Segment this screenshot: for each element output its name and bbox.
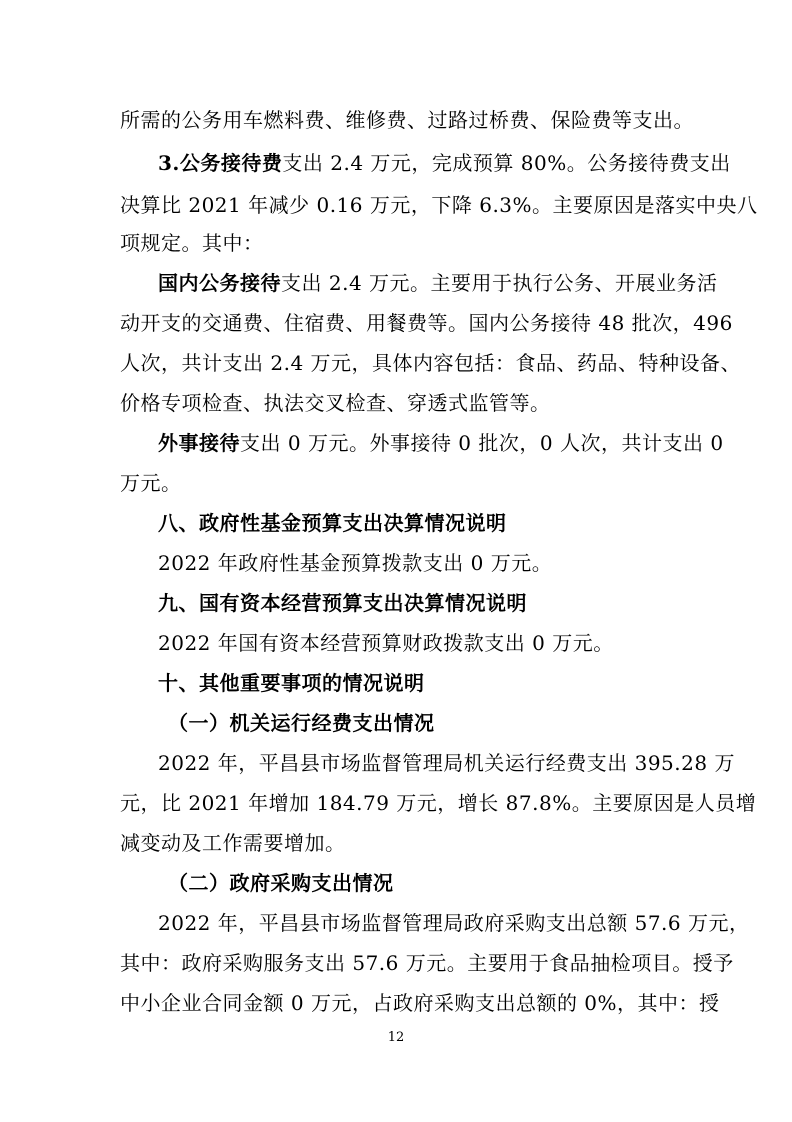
text-line: 人次，共计支出 2.4 万元，具体内容包括：食品、药品、特种设备、 xyxy=(120,351,742,375)
section-heading: 八、政府性基金预算支出决算情况说明 xyxy=(158,511,507,535)
text-line: 动开支的交通费、住宿费、用餐费等。国内公务接待 48 批次，496 xyxy=(120,311,733,335)
text-line: 决算比 2021 年减少 0.16 万元，下降 6.3%。主要原因是落实中央八 xyxy=(120,193,758,217)
inline-bold-label: 外事接待 xyxy=(158,431,240,455)
text-line: 其中：政府采购服务支出 57.6 万元。主要用于食品抽检项目。授予 xyxy=(120,951,734,975)
text-line xyxy=(158,151,731,175)
text-line: 2022 年国有资本经营预算财政拨款支出 0 万元。 xyxy=(158,631,614,655)
text-span: 支出 0 万元。外事接待 0 批次，0 人次，共计支出 0 xyxy=(240,431,724,455)
text-span: 支出 2.4 万元。主要用于执行公务、开展业务活 xyxy=(281,271,718,295)
text-line: 价格专项检查、执法交叉检查、穿透式监管等。 xyxy=(120,391,551,415)
text-line: 2022 年政府性基金预算拨款支出 0 万元。 xyxy=(158,551,553,575)
inline-bold-label: 国内公务接待 xyxy=(158,271,281,295)
text-line: 所需的公务用车燃料费、维修费、过路过桥费、保险费等支出。 xyxy=(120,108,694,132)
text-line: 2022 年，平昌县市场监督管理局政府采购支出总额 57.6 万元， xyxy=(158,911,750,935)
text-span: 支出 2.4 万元，完成预算 80%。公务接待费支出 xyxy=(282,151,731,175)
text-line: 2022 年，平昌县市场监督管理局机关运行经费支出 395.28 万 xyxy=(158,751,735,775)
text-line: 减变动及工作需要增加。 xyxy=(120,831,346,855)
section-heading: 九、国有资本经营预算支出决算情况说明 xyxy=(158,591,527,615)
text-line: 元，比 2021 年增加 184.79 万元，增长 87.8%。主要原因是人员增 xyxy=(120,791,757,815)
inline-bold-label: 3.公务接待费 xyxy=(158,151,283,175)
page-number: 12 xyxy=(387,1030,405,1045)
text-line: 中小企业合同金额 0 万元，占政府采购支出总额的 0%，其中：授 xyxy=(120,991,720,1015)
text-line: 项规定。其中： xyxy=(120,231,264,255)
section-heading: 十、其他重要事项的情况说明 xyxy=(158,671,425,695)
text-line xyxy=(158,431,724,455)
subsection-heading: （一）机关运行经费支出情况 xyxy=(168,711,435,735)
text-line xyxy=(158,271,718,295)
subsection-heading: （二）政府采购支出情况 xyxy=(168,871,394,895)
text-line: 万元。 xyxy=(120,471,182,495)
